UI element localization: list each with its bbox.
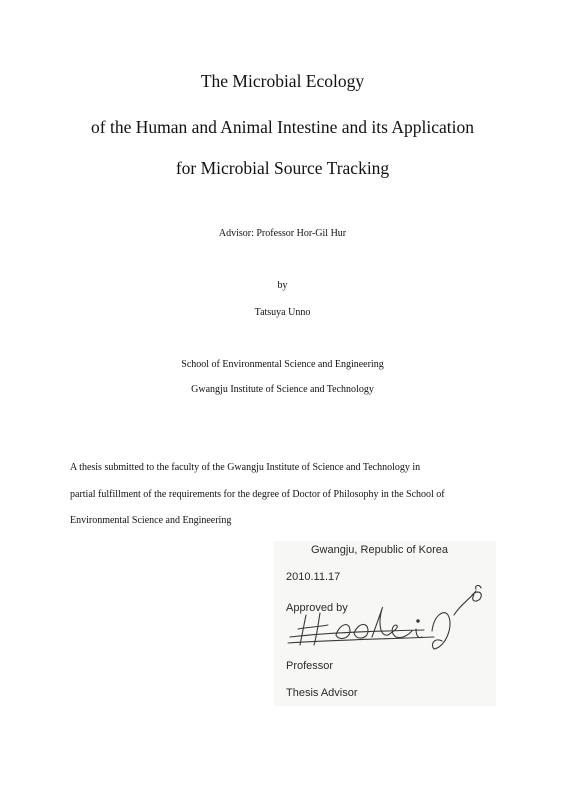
title-line-1: The Microbial Ecology [200, 71, 365, 91]
school-name: School of Environmental Science and Engineering [181, 359, 384, 370]
approval-location: Gwangju, Republic of Korea [311, 544, 448, 556]
statement-line-2: partial fulfillment of the requirements for the degree of Doctor of Philosophy in the School of [70, 489, 445, 500]
approved-by-label: Approved by [286, 602, 348, 614]
title-line-2: of the Human and Animal Intestine and its Application [91, 117, 474, 137]
advisor-line: Advisor: Professor Hor-Gil Hur [218, 228, 347, 239]
statement-line-1: A thesis submitted to the faculty of the Gwangju Institute of Science and Technology in [70, 462, 421, 473]
institute-name: Gwangju Institute of Science and Technology [191, 384, 374, 395]
approver-position: Thesis Advisor [286, 687, 358, 699]
approval-date: 2010.11.17 [286, 571, 341, 583]
approver-role: Professor [286, 660, 334, 672]
author-name: Tatsuya Unno [254, 307, 311, 318]
by-line: by [277, 280, 288, 291]
statement-line-3: Environmental Science and Engineering [70, 515, 232, 526]
approval-block [274, 541, 496, 706]
title-line-3: for Microbial Source Tracking [175, 158, 390, 178]
handwritten-signature [284, 585, 494, 657]
